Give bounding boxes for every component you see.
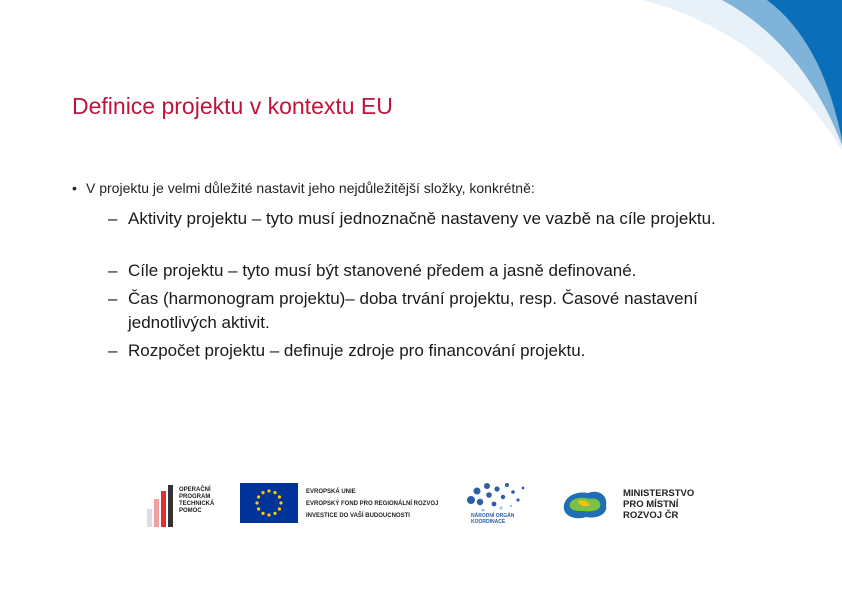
bullet-marker: • <box>72 180 77 196</box>
eu-logo <box>240 483 455 528</box>
nok-line: KOORDINACE <box>471 519 506 525</box>
subitem-text: Čas (harmonogram projektu)– doba trvání projektu, resp. Časové nastavení jednotlivých aktivit. <box>128 289 698 332</box>
eu-line: EVROPSKÝ FOND PRO REGIONÁLNÍ ROZVOJ <box>306 501 439 507</box>
eu-flag-icon <box>240 483 298 523</box>
subitem-text: Rozpočet projektu – definuje zdroje pro financování projektu. <box>128 341 586 360</box>
optp-bars-icon <box>145 485 175 527</box>
corner-swoosh-decoration <box>602 0 842 160</box>
optp-line: TECHNICKÁ <box>179 501 215 507</box>
nok-dots-icon <box>463 480 529 512</box>
subitem-budget <box>108 339 748 363</box>
mmr-line: PRO MÍSTNÍ <box>623 499 679 510</box>
dash-marker: – <box>108 209 118 228</box>
mmr-line: MINISTERSTVO <box>623 488 695 499</box>
mmr-map-icon <box>560 487 610 523</box>
dash-marker: – <box>108 289 118 308</box>
intro-bullet-text: V projektu je velmi důležité nastavit jeho nejdůležitější složky, konkrétně: <box>86 180 535 196</box>
subitem-text: Cíle projektu – tyto musí být stanovené předem a jasně definované. <box>128 261 637 280</box>
nok-logo <box>463 480 543 528</box>
slide-title: Definice projektu v kontextu EU <box>72 93 393 119</box>
subitem-goals <box>108 259 748 283</box>
subitem-activities <box>108 207 748 231</box>
eu-line: INVESTICE DO VAŠÍ BUDOUCNOSTI <box>306 513 410 519</box>
nok-line: NÁRODNÍ ORGÁN <box>471 513 515 519</box>
eu-line: EVROPSKÁ UNIE <box>306 489 356 495</box>
subitem-text: Aktivity projektu – tyto musí jednoznačně nastaveny ve vazbě na cíle projektu. <box>128 209 716 228</box>
optp-line: PROGRAM <box>179 494 211 500</box>
mmr-logo <box>560 483 705 528</box>
footer-logos <box>145 478 705 528</box>
dash-marker: – <box>108 341 118 360</box>
optp-line: OPERAČNÍ <box>179 487 211 493</box>
optp-logo <box>145 483 230 528</box>
subitem-time <box>108 287 748 335</box>
mmr-line: ROZVOJ ČR <box>623 510 679 521</box>
dash-marker: – <box>108 261 118 280</box>
optp-line: POMOC <box>179 508 202 514</box>
intro-bullet <box>72 180 535 196</box>
